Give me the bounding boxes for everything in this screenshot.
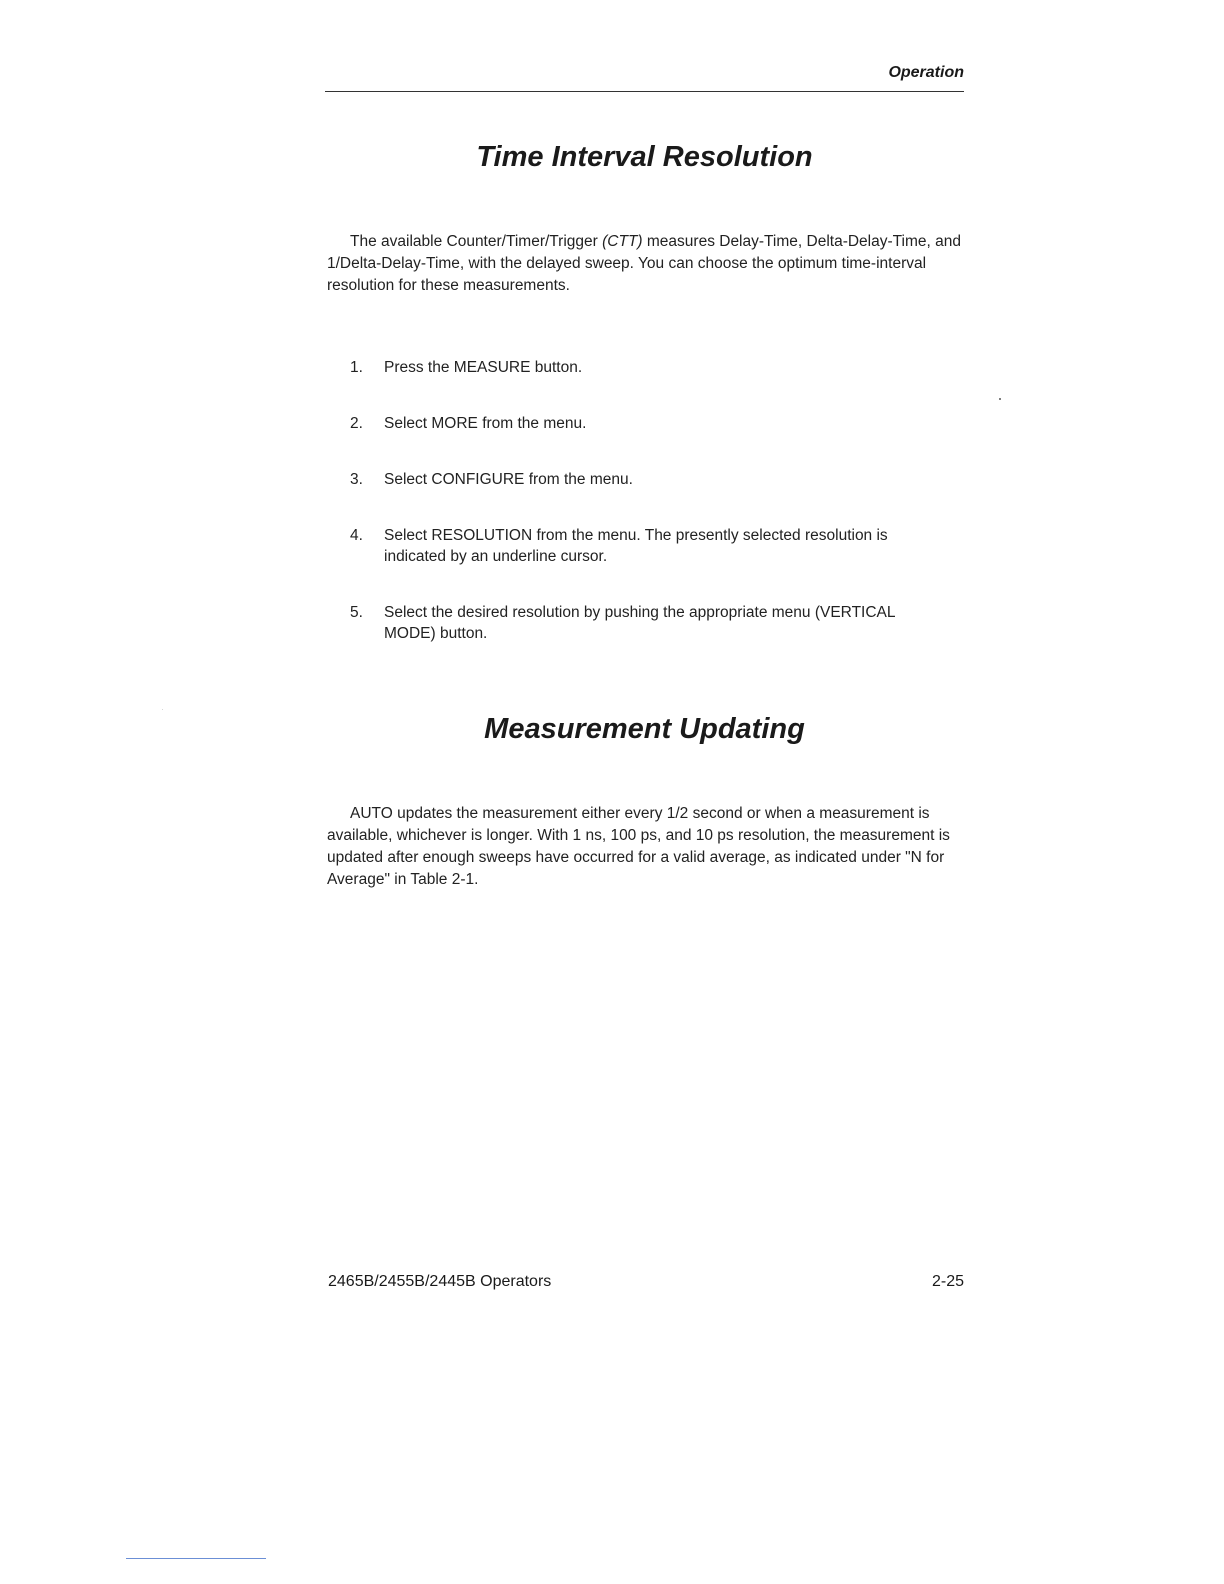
- footer-page-number: 2-25: [931, 1273, 964, 1290]
- step-text: Select RESOLUTION from the menu. The presently selected resolution is indicated by an underline cursor.: [384, 527, 888, 565]
- header-rule: [325, 91, 964, 92]
- step-number: 4.: [350, 527, 363, 544]
- step-text: Select MORE from the menu.: [384, 415, 587, 432]
- intro-paragraph: [327, 231, 967, 297]
- list-item: [348, 469, 948, 490]
- procedure-steps: [348, 357, 948, 679]
- list-item: [348, 413, 948, 434]
- step-number: 5.: [350, 604, 363, 621]
- footer-manual-title: 2465B/2455B/2445B Operators: [328, 1273, 552, 1290]
- step-text: Select the desired resolution by pushing the appropriate menu (VERTICAL MODE) button.: [384, 604, 895, 642]
- running-header: Operation: [888, 64, 964, 81]
- list-item: [348, 525, 948, 567]
- step-number: 3.: [350, 471, 363, 488]
- updating-paragraph: AUTO updates the measurement either every 1/2 second or when a measurement is available, whichever is longer. With 1 ns, 100 ps, and 10 ps resolution, the measurement is updated after enough sweeps have occurred for a valid average, as indicated under "N for Average" in Table 2-1.: [327, 805, 950, 888]
- intro-text-end: measures Delay-Time, Delta-Delay-Time, and 1/Delta-Delay-Time, with the delayed sweep. You can choose the optimum time-interval resolution for these measurements.: [327, 233, 961, 294]
- scan-speck: [162, 709, 163, 710]
- scan-edge-line: [126, 1558, 266, 1559]
- step-text: Select CONFIGURE from the menu.: [384, 471, 633, 488]
- step-number: 1.: [350, 359, 363, 376]
- step-number: 2.: [350, 415, 363, 432]
- list-item: [348, 602, 948, 644]
- section-title-time-interval-resolution: Time Interval Resolution: [476, 141, 813, 173]
- step-text: Press the MEASURE button.: [384, 359, 583, 376]
- scan-speck: [999, 398, 1001, 400]
- intro-text-start: The available Counter/Timer/Trigger: [350, 233, 603, 250]
- section-title-measurement-updating: Measurement Updating: [484, 713, 805, 745]
- list-item: [348, 357, 948, 378]
- ctt-abbreviation: (CTT): [602, 233, 643, 250]
